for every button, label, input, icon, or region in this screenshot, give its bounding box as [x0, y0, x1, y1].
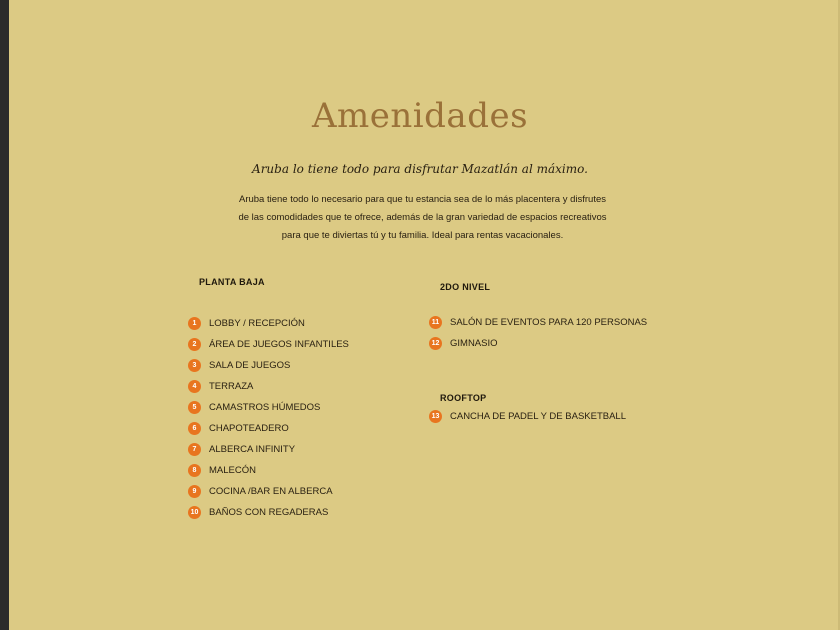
- list-item: [188, 397, 349, 418]
- amenities-list-planta-baja: [188, 313, 349, 523]
- number-badge: 7: [188, 443, 201, 456]
- list-item-label: SALÓN DE EVENTOS PARA 120 PERSONAS: [450, 317, 648, 328]
- page-subtitle: Aruba lo tiene todo para disfrutar Mazatlán al máximo.: [252, 162, 588, 176]
- section-title-segundo-nivel: 2DO NIVEL: [440, 282, 491, 292]
- number-badge: 5: [188, 401, 201, 414]
- list-item: [429, 312, 647, 333]
- list-item-label: ALBERCA INFINITY: [209, 444, 296, 455]
- number-badge: 10: [188, 506, 201, 519]
- number-badge: 1: [188, 317, 201, 330]
- amenities-list-rooftop: [429, 406, 626, 427]
- list-item: [188, 334, 349, 355]
- list-item-label: CANCHA DE PADEL Y DE BASKETBALL: [450, 411, 626, 422]
- intro-line: de las comodidades que te ofrece, además de la gran variedad de espacios recreativos: [238, 212, 607, 223]
- list-item: [188, 460, 349, 481]
- list-item-label: CAMASTROS HÚMEDOS: [209, 402, 321, 413]
- section-title-planta-baja: PLANTA BAJA: [199, 277, 265, 287]
- section-title-rooftop: ROOFTOP: [440, 393, 487, 403]
- list-item: [188, 439, 349, 460]
- list-item: [188, 502, 349, 523]
- list-item: [188, 376, 349, 397]
- viewer-left-edge: [0, 0, 9, 630]
- number-badge: 6: [188, 422, 201, 435]
- list-item-label: LOBBY / RECEPCIÓN: [209, 318, 305, 329]
- list-item: [188, 313, 349, 334]
- number-badge: 11: [429, 316, 442, 329]
- number-badge: 8: [188, 464, 201, 477]
- number-badge: 4: [188, 380, 201, 393]
- intro-paragraph: [195, 191, 650, 245]
- intro-line: para que te diviertas tú y tu familia. Ideal para rentas vacacionales.: [281, 230, 564, 241]
- list-item-label: BAÑOS CON REGADERAS: [209, 507, 329, 518]
- list-item: [429, 406, 626, 427]
- list-item: [188, 418, 349, 439]
- number-badge: 13: [429, 410, 442, 423]
- list-item-label: GIMNASIO: [450, 338, 498, 349]
- list-item-label: COCINA /BAR EN ALBERCA: [209, 486, 333, 497]
- list-item: [429, 333, 647, 354]
- list-item: [188, 355, 349, 376]
- list-item-label: ÁREA DE JUEGOS INFANTILES: [209, 339, 349, 350]
- number-badge: 12: [429, 337, 442, 350]
- intro-line: Aruba tiene todo lo necesario para que tu estancia sea de lo más placentera y disfrutes: [238, 194, 607, 205]
- number-badge: 2: [188, 338, 201, 351]
- page-title: Amenidades: [311, 96, 529, 136]
- number-badge: 9: [188, 485, 201, 498]
- list-item: [188, 481, 349, 502]
- list-item-label: MALECÓN: [209, 465, 256, 476]
- list-item-label: CHAPOTEADERO: [209, 423, 289, 434]
- number-badge: 3: [188, 359, 201, 372]
- list-item-label: SALA DE JUEGOS: [209, 360, 291, 371]
- list-item-label: TERRAZA: [209, 381, 254, 392]
- amenities-list-segundo-nivel: [429, 312, 647, 354]
